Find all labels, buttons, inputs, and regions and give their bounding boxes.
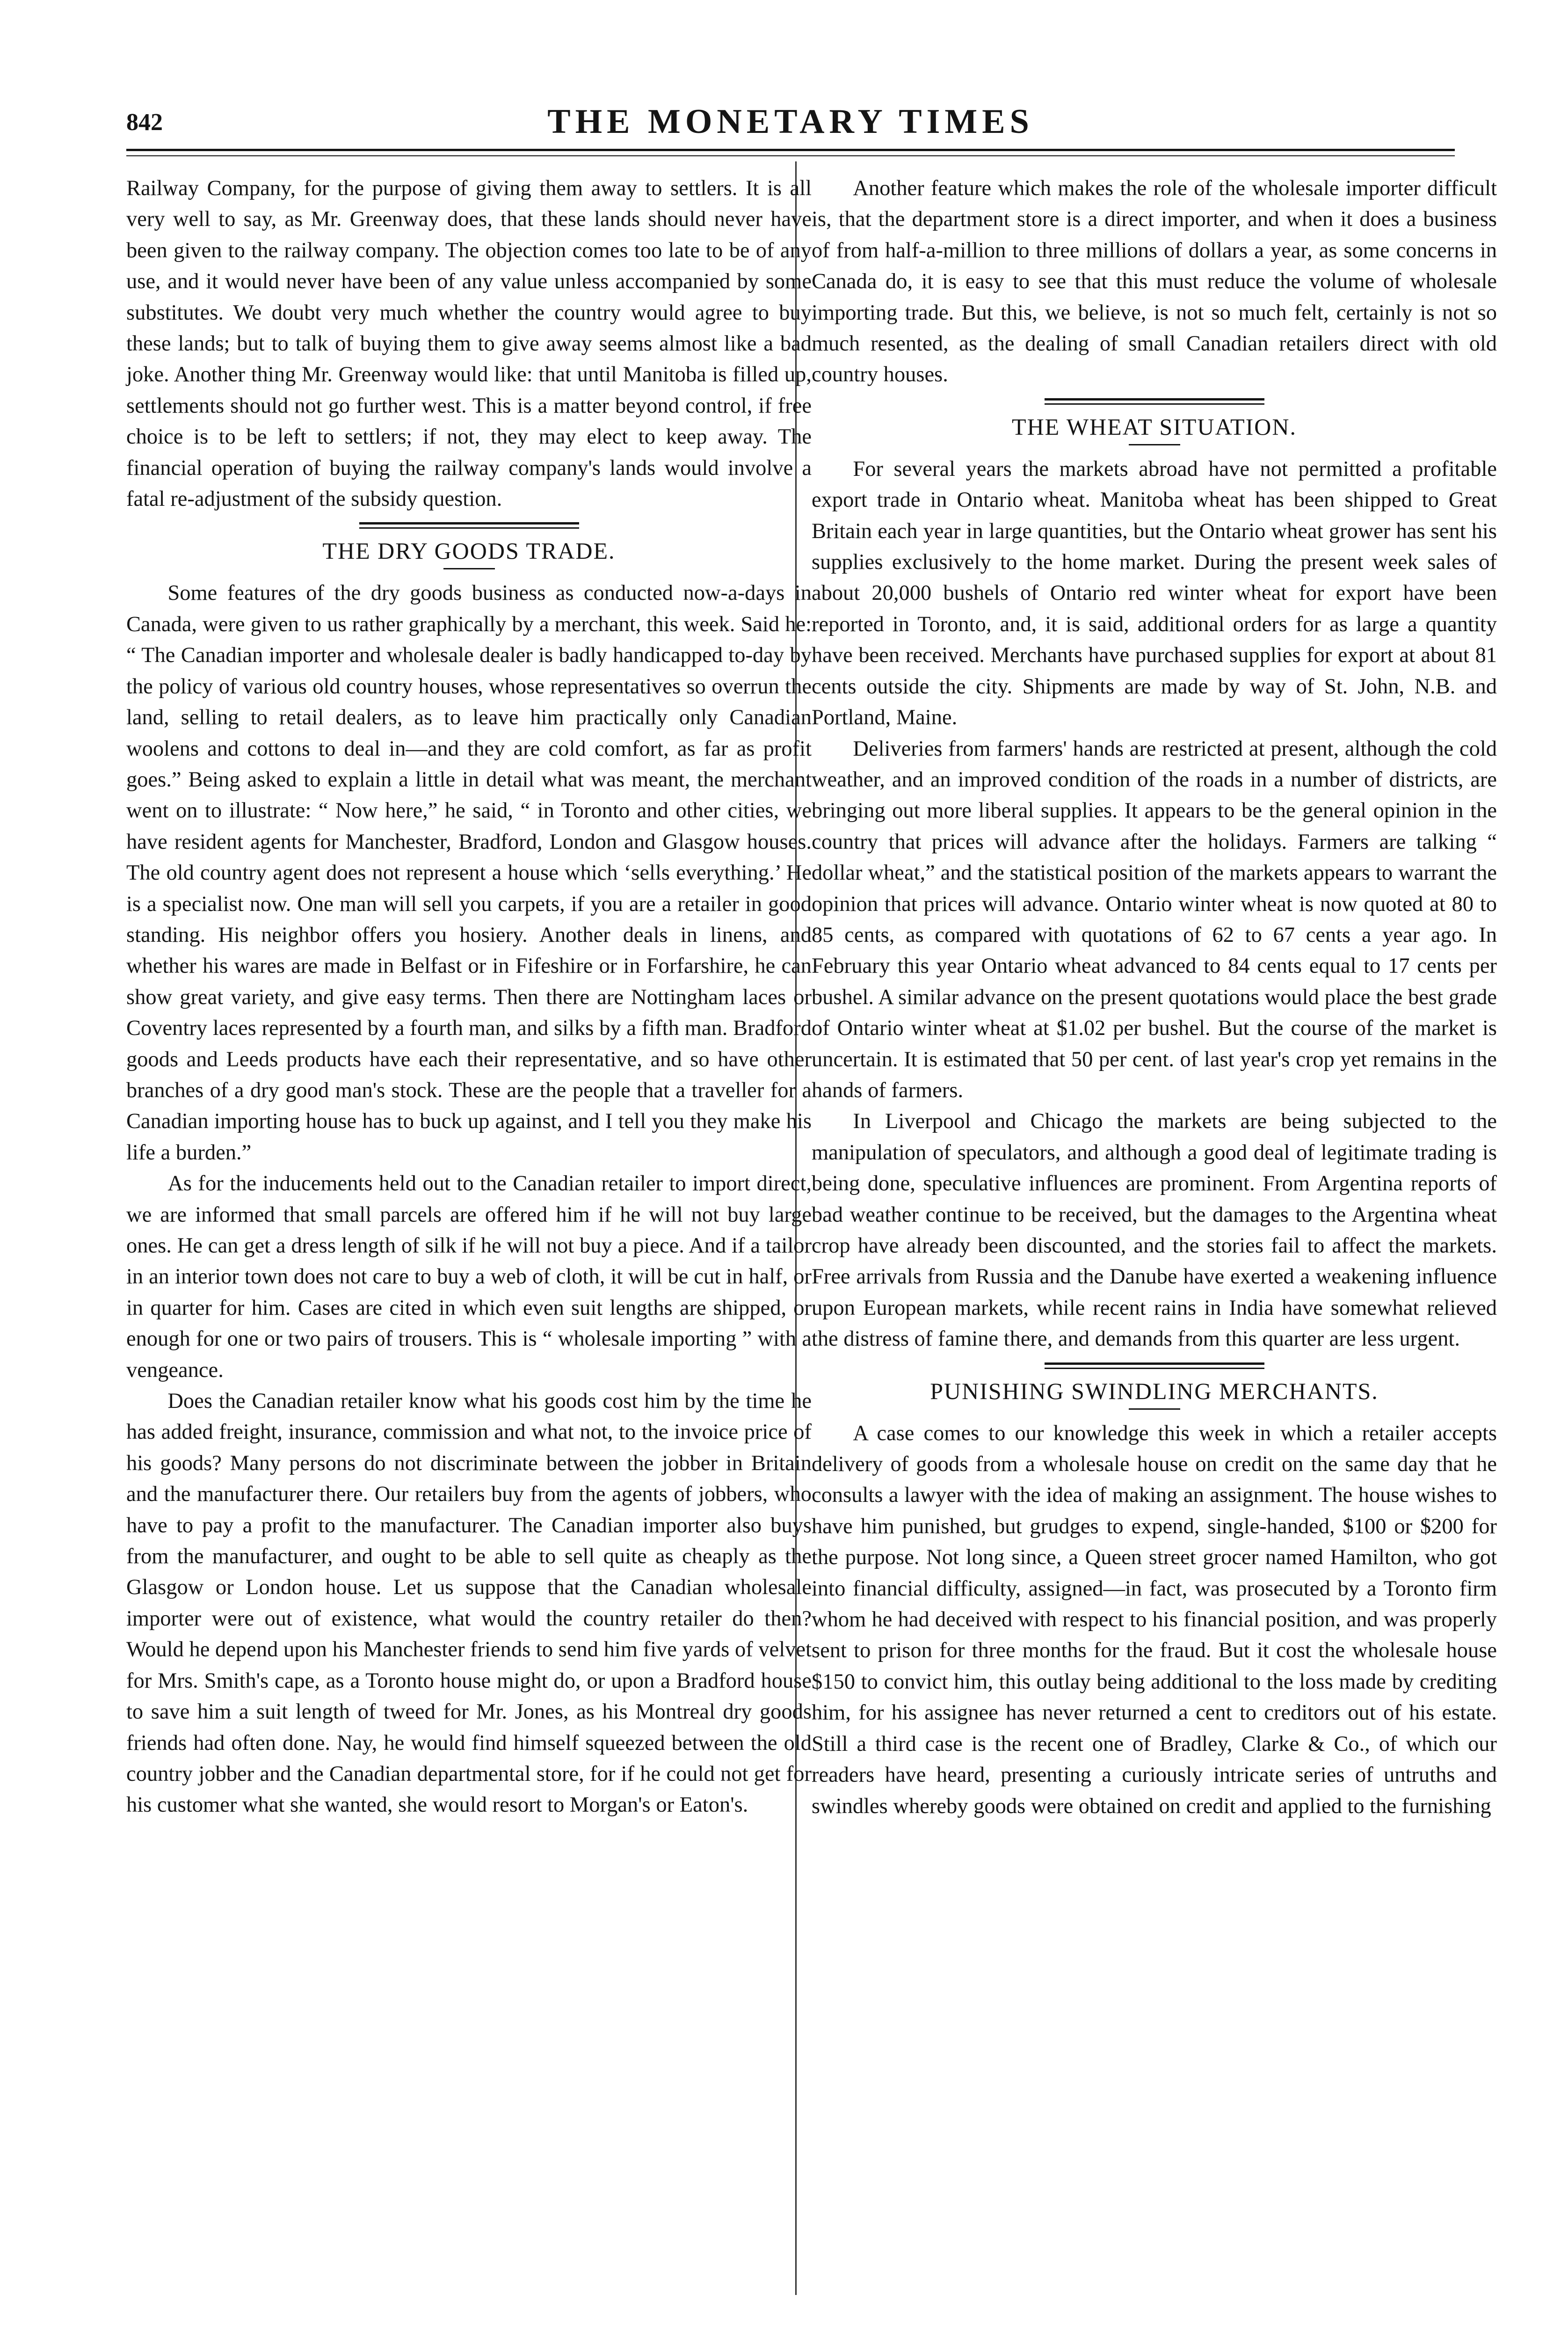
swindling-paragraph-1: A case comes to our knowledge this week in which a retailer accepts delivery of goods from a wholesale house on credit on the same day that he consults a lawyer with the idea of making an assignment. The house wishes to have him punished, but grudges to expend, single-handed, $100 or $200 for the purpose. Not long since, a Queen street grocer named Hamilton, who got into financial difficulty, assigned—in fact, was prosecuted by a Toronto firm whom he had deceived with respect to his financial position, and was properly sent to prison for three months for the fraud. But it cost the wholesale house $150 to convict him, this outlay being additional to the loss made by crediting him, for his assignee has never returned a cent to creditors out of his estate. Still a third case is the recent one of Bradley, Clarke & Co., of which our readers have heard, presenting a curiously intricate series of untruths and swindles whereby goods were obtained on credit and applied to the furnishing — [812, 1421, 1497, 1818]
dry-goods-paragraph-3: Does the Canadian retailer know what his goods cost him by the time he has added freight, insurance, commission and what not, to the invoice price of his goods? Many persons do not discriminate between the jobber in Britain and the manufacturer there. Our retailers buy from the agents of jobbers, who have to pay a profit to the manufacturer. The Canadian importer also buys from the manufacturer, and ought to be able to sell quite as cheaply as the Glasgow or London house. Let us suppose that the Canadian wholesale importer were out of existence, what would the country retailer do then? Would he depend upon his Manchester friends to send him five yards of velvet for Mrs. Smith's cape, as a Toronto house might do, or upon a Bradford house to save him a suit length of tweed for Mr. Jones, as his Montreal dry goods friends had often done. Nay, he would find himself squeezed between the old country jobber and the Canadian departmental store, for if he could not get for his customer what she wanted, she would resort to Morgan's or Eaton's. — [126, 1389, 812, 1817]
section-divider — [1045, 398, 1264, 405]
page-header — [126, 98, 1455, 150]
page-number: 842 — [126, 109, 163, 136]
section-divider — [359, 522, 579, 529]
continued-paragraph-right: Another feature which makes the role of the wholesale importer difficult is, that the department store is a direct importer, and when it does a business of from half-a-million to three millions of dollars a year, as some concerns in Canada do, it is easy to see that this must reduce the volume of wholesale importing trade. But this, we believe, is not so much felt, certainly is not so much resented, as the dealing of small Canadian retailers direct with old country houses. — [812, 176, 1497, 387]
dry-goods-paragraph-2: As for the inducements held out to the Canadian retailer to import direct, we are informed that small parcels are offered him if he will not buy large ones. He can get a dress length of silk if he will not buy a piece. And if a tailor in an interior town does not care to buy a web of cloth, it will be cut in half, or in quarter for him. Cases are cited in which even suit lengths are shipped, or enough for one or two pairs of trousers. This is “ wholesale importing ” with a vengeance. — [126, 1172, 812, 1382]
continued-paragraph-left: Railway Company, for the purpose of giving them away to settlers. It is all very well to say, as Mr. Greenway does, that these lands should never have been given to the railway company. The objection comes too late to be of any use, and it would never have been of any value unless accompanied by some substitutes. We doubt very much whether the country would agree to buy these lands; but to talk of buying them to give away seems almost like a bad joke. Another thing Mr. Greenway would like: that until Manitoba is filled up, settlements should not go further west. This is a matter beyond control, if free choice is to be left to settlers; if not, they may elect to keep away. The financial operation of buying the railway company's lands would involve a fatal re-adjustment of the subsidy question. — [126, 176, 812, 511]
wheat-paragraph-1: For several years the markets abroad have not permitted a profitable export trade in Ontario wheat. Manitoba wheat has been shipped to Great Britain each year in large quantities, but the Ontario wheat grower has sent his supplies exclusively to the home market. During the present week sales of about 20,000 bushels of Ontario red winter wheat for export have been reported in Toronto, and, it is said, additional orders for as large a quantity have been received. Merchants have purchased supplies for export at about 81 cents outside the city. Shipments are made by way of St. John, N.B. and Portland, Maine. — [812, 457, 1497, 730]
wheat-heading: THE WHEAT SITUATION. — [1012, 413, 1297, 440]
header-rule-thin — [126, 155, 1455, 156]
right-column — [812, 173, 1497, 1822]
section-divider — [1045, 1362, 1264, 1369]
wheat-paragraph-2: Deliveries from farmers' hands are restricted at present, although the cold weather, and an improved condition of the roads in a number of districts, are bringing out more liberal supplies. It appears to be the general opinion in the country that prices will advance after the holidays. Farmers are talking “ dollar wheat,” and the statistical position of the markets appears to warrant the opinion that prices will advance. Ontario winter wheat is now quoted at 80 to 85 cents, as compared with quotations of 62 to 67 cents a year ago. In February this year Ontario wheat advanced to 84 cents equal to 17 cents per bushel. A similar advance on the present quotations would place the best grade of Ontario winter wheat at $1.02 per bushel. But the course of the market is uncertain. It is estimated that 50 per cent. of last year's crop yet remains in the hands of farmers. — [812, 736, 1497, 1102]
heading-underline — [1129, 444, 1180, 445]
heading-underline — [443, 568, 495, 569]
swindling-heading: PUNISHING SWINDLING MERCHANTS. — [930, 1377, 1379, 1404]
header-rule-thick — [126, 149, 1455, 151]
masthead-title: THE MONETARY TIMES — [547, 102, 1034, 141]
wheat-paragraph-3: In Liverpool and Chicago the markets are being subjected to the manipulation of speculators, and although a good deal of legitimate trading is being done, speculative influences are prominent. From Argentina reports of bad weather continue to be received, but the damages to the Argentina wheat crop have already been discounted, and the stories fail to affect the markets. Free arrivals from Russia and the Danube have exerted a weakening influence upon European markets, while recent rains in India have somewhat relieved the distress of famine there, and demands from this quarter are less urgent. — [812, 1109, 1497, 1351]
left-column — [126, 173, 812, 1821]
dry-goods-heading: THE DRY GOODS TRADE. — [322, 538, 616, 564]
heading-underline — [1129, 1408, 1180, 1410]
dry-goods-paragraph-1: Some features of the dry goods business as conducted now-a-days in Canada, were given to us rather graphically by a merchant, this week. Said he: “ The Canadian importer and wholesale dealer is badly handicapped to-day by the policy of various old country houses, whose representatives so overrun the land, selling to retail dealers, as to leave him practically only Canadian woolens and cottons to deal in—and they are cold comfort, as far as profit goes.” Being asked to explain a little in detail what was meant, the merchant went on to illustrate: “ Now here,” he said, “ in Toronto and other cities, we have resident agents for Manchester, Bradford, London and Glasgow houses. The old country agent does not represent a house which ‘sells everything.’ He is a specialist now. One man will sell you carpets, if you are a retailer in good standing. His neighbor offers you hosiery. Another deals in linens, and whether his wares are made in Belfast or in Fifeshire or in Forfarshire, he can show great variety, and give easy terms. Then there are Nottingham laces or Coventry laces represented by a fourth man, and silks by a fifth man. Bradford goods and Leeds products have each their representative, and so have other branches of a dry good man's stock. These are the people that a traveller for a Canadian importing house has to buck up against, and I tell you they make his life a burden.” — [126, 581, 812, 1165]
